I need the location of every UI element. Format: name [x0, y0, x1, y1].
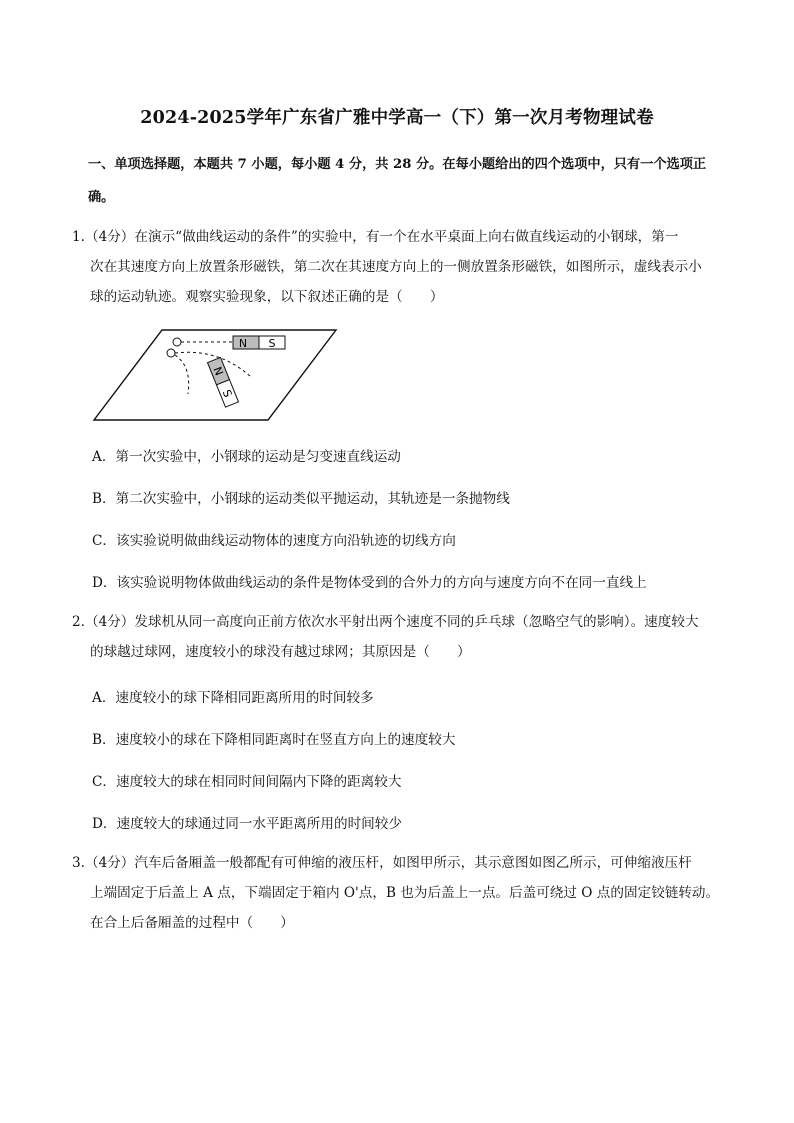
magnet-2-pole-s: S	[219, 387, 235, 400]
curved-trajectory-inner	[175, 355, 189, 394]
question-1-figure	[92, 328, 342, 424]
question-3-line-1: 3.（4分）汽车后备厢盖一般都配有可伸缩的液压杆，如图甲所示，其示意图如图乙所示，可伸缩液压杆	[72, 855, 692, 871]
steel-ball-2	[167, 349, 175, 357]
section-heading-line1: 一、单项选择题，本题共 7 小题，每小题 4 分，共 28 分。在每小题给出的四个选项中，只有一个选项正	[88, 157, 707, 172]
magnet-2-pole-n: N	[210, 365, 226, 378]
question-2-stem	[72, 607, 732, 667]
section-heading-line2: 确。	[88, 190, 115, 205]
question-1-line-1: 1.（4分）在演示“做曲线运动的条件”的实验中，有一个在水平桌面上向右做直线运动的小钢球，第一	[72, 229, 679, 245]
magnet-1-pole-s: S	[268, 337, 276, 350]
question-2-line-2: 的球越过球网，速度较小的球没有越过球网；其原因是（ ）	[90, 644, 471, 660]
question-1-option-d: D．该实验说明物体做曲线运动的条件是物体受到的合外力的方向与速度方向不在同一直线上	[92, 575, 647, 591]
question-1-line-3: 球的运动轨迹。观察实验现象，以下叙述正确的是（ ）	[90, 289, 444, 305]
magnet-experiment-diagram	[92, 328, 342, 424]
question-2-option-c: C．速度较大的球在相同时间间隔内下降的距离较大	[92, 774, 402, 790]
question-1-option-c: C．该实验说明做曲线运动物体的速度方向沿轨迹的切线方向	[92, 533, 456, 549]
question-2-option-d: D．速度较大的球通过同一水平距离所用的时间较少	[92, 816, 402, 832]
question-1-line-2: 次在其速度方向上放置条形磁铁，第二次在其速度方向上的一侧放置条形磁铁，如图所示，虚线表示小	[90, 259, 702, 275]
question-2-line-1: 2.（4分）发球机从同一高度向正前方依次水平射出两个速度不同的乒乓球（忽略空气的影响）。速度较大	[72, 614, 699, 630]
question-3-line-3: 在合上后备厢盖的过程中（ ）	[90, 915, 294, 931]
page-title: 2024-2025学年广东省广雅中学高一（下）第一次月考物理试卷	[140, 108, 654, 128]
bar-magnet-1	[233, 336, 285, 350]
steel-ball-1	[173, 338, 181, 346]
magnet-1-pole-n: N	[238, 337, 248, 350]
question-1-option-a: A．第一次实验中，小钢球的运动是匀变速直线运动	[92, 449, 401, 465]
question-2-option-a: A．速度较小的球下降相同距离所用的时间较多	[92, 690, 374, 706]
question-2-option-b: B．速度较小的球在下降相同距离时在竖直方向上的速度较大	[92, 732, 456, 748]
question-3-stem	[72, 848, 732, 938]
question-1-option-b: B．第二次实验中，小钢球的运动类似平抛运动，其轨迹是一条抛物线	[92, 491, 510, 507]
question-3-line-2: 上端固定于后盖上 A 点，下端固定于箱内 O'点，B 也为后盖上一点。后盖可绕过 O 点的固定铰链转动。	[90, 885, 720, 901]
question-1-stem	[72, 222, 732, 312]
